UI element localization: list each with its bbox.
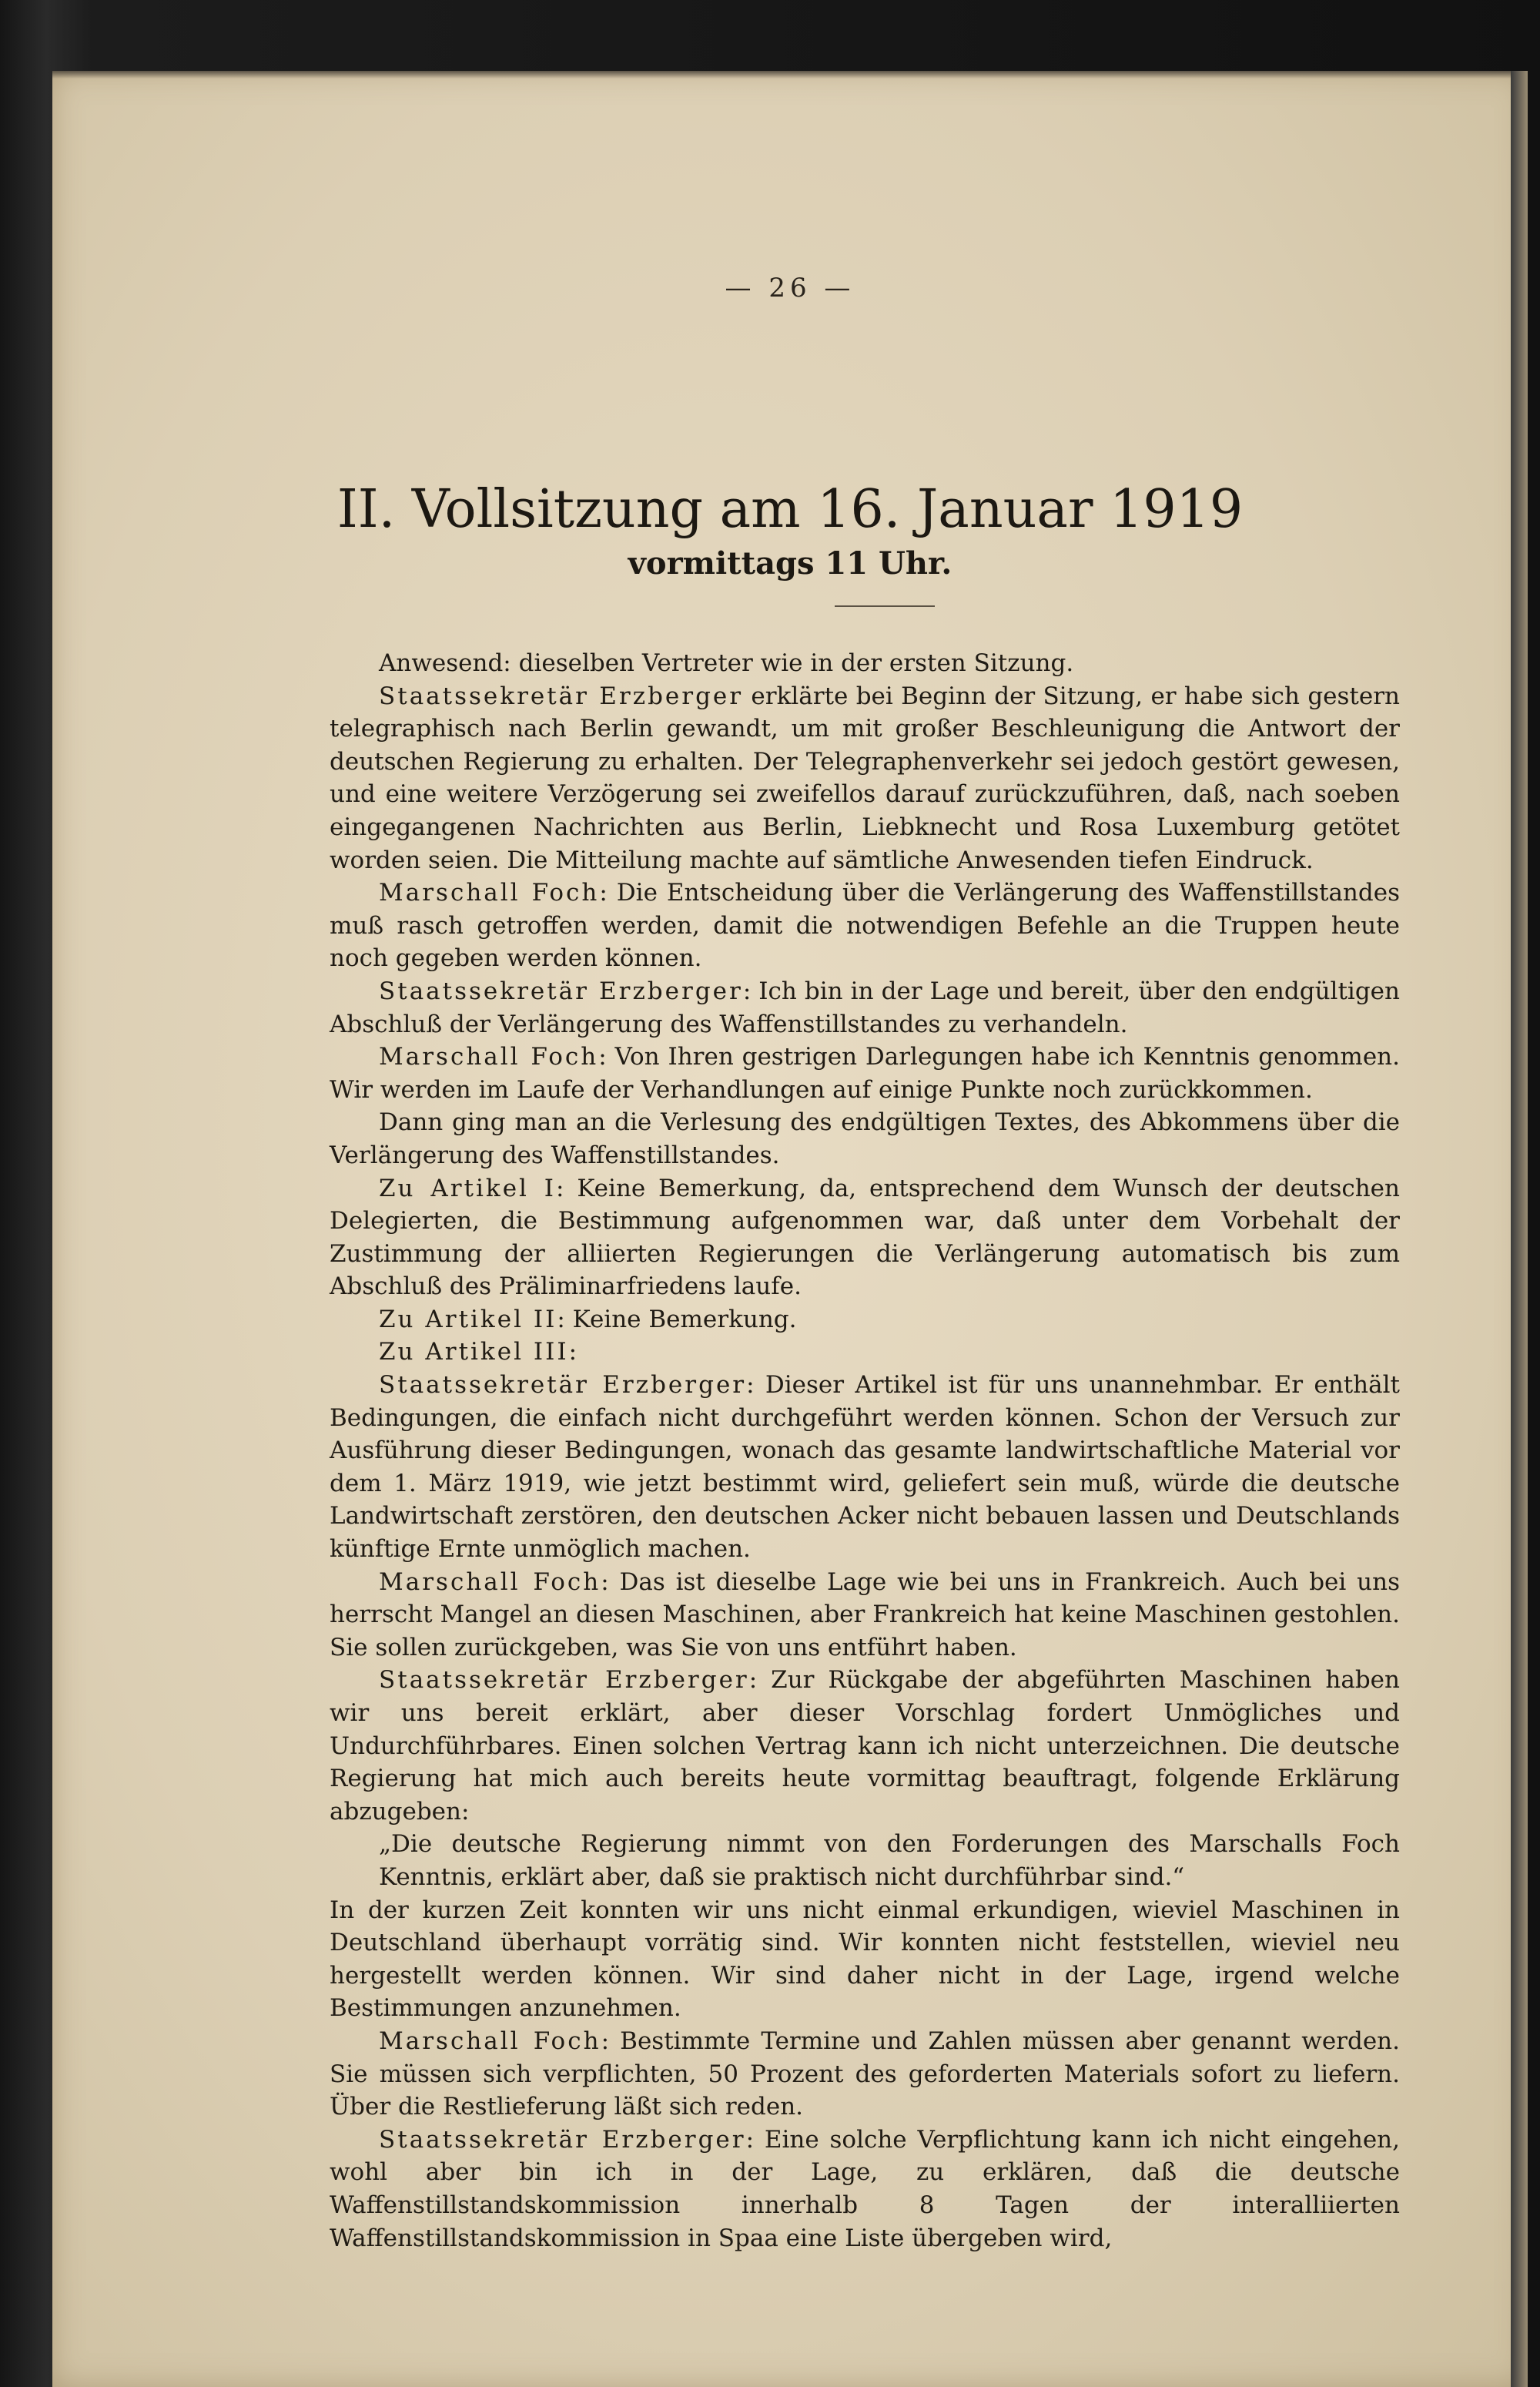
title-divider: [835, 605, 935, 607]
paragraph: Zu Artikel II: Keine Bemerkung.: [379, 1305, 797, 1333]
page-subtitle: vormittags 11 Uhr.: [628, 545, 952, 582]
speaker: Staatssekretär Erzberger: [379, 1371, 747, 1400]
page-top-border: [52, 71, 1528, 79]
paragraph: Marschall Foch: Das ist dieselbe Lage wie bei uns in Frankreich. Auch bei uns herrscht Mangel an diesen Maschinen, aber Frankreich hat keine Maschinen gestohlen. Sie sollen zurückgeben, was Sie von uns entführt haben.: [330, 1567, 1400, 1661]
paragraph: Zu Artikel I: Keine Bemerkung, da, entsprechend dem Wunsch der deutschen Delegierten, die Bestimmung aufgenommen war, daß unter dem Vorbehalt der Zustimmung der alliierten Regierungen die Verlängerung automatisch bis zum Abschluß des Präliminarfriedens laufe.: [330, 1174, 1400, 1301]
speaker: Staatssekretär Erzberger: [379, 682, 744, 710]
body-text: [330, 647, 1400, 2255]
speaker: Marschall Foch: [379, 1567, 601, 1596]
speaker: Marschall Foch: [379, 2027, 601, 2055]
paragraph: Staatssekretär Erzberger: Dieser Artikel ist für uns unannehmbar. Er enthält Bedingungen, die einfach nicht durchgeführt werden können. Schon der Versuch zur Ausführung dieser Bedingungen, wonach das gesamte landwirtschaftliche Material vor dem 1. März 1919, wie jetzt bestimmt wird, geliefert sein muß, würde die deutsche Landwirtschaft zerstören, den deutschen Acker nicht bebauen lassen und Deutschlands künftige Ernte unmöglich machen.: [330, 1371, 1400, 1564]
document-page: [52, 71, 1528, 2387]
paragraph: In der kurzen Zeit konnten wir uns nicht einmal erkundigen, wieviel Maschinen in Deutschland überhaupt vorrätig sind. Wir konnten nicht feststellen, wieviel neu hergestellt werden können. Wir sind daher nicht in der Lage, irgend welche Bestimmungen anzunehmen.: [330, 1896, 1400, 2023]
paragraph: Anwesend: dieselben Vertreter wie in der ersten Sitzung.: [379, 649, 1074, 677]
paragraph: Staatssekretär Erzberger erklärte bei Beginn der Sitzung, er habe sich gestern telegraphisch nach Berlin gewandt, um mit großer Beschleunigung die Antwort der deutschen Regierung zu erhalten. Der Telegraphenverkehr sei jedoch gestört gewesen, und eine weitere Verzögerung sei zweifellos darauf zurückzuführen, daß, nach soeben eingegangenen Nachrichten aus Berlin, Liebknecht und Rosa Luxemburg getötet worden seien. Die Mitteilung machte auf sämtliche Anwesenden tiefen Eindruck.: [330, 682, 1401, 874]
page-number: — 26 —: [725, 273, 855, 303]
paragraph: Staatssekretär Erzberger: Zur Rückgabe der abgeführten Maschinen haben wir uns bereit erklärt, aber dieser Vorschlag fordert Unmögliches und Undurchführbares. Einen solchen Vertrag kann ich nicht unterzeichnen. Die deutsche Regierung hat mich auch bereits heute vormittag beauftragt, folgende Erklärung abzugeben:: [330, 1666, 1400, 1825]
article-label: Zu Artikel II: [379, 1305, 557, 1333]
paragraph: Staatssekretär Erzberger: Eine solche Verpflichtung kann ich nicht eingehen, wohl aber bin ich in der Lage, zu erklären, daß die deutsche Waffenstillstandskommission innerhalb 8 Tagen der interalliierten Waffenstillstandskommission in Spaa eine Liste übergeben wird,: [330, 2125, 1400, 2252]
article-label: Zu Artikel I: [379, 1174, 557, 1202]
speaker: Marschall Foch: [379, 1043, 599, 1071]
article-label: Zu Artikel III: [379, 1338, 569, 1366]
paragraph: Dann ging man an die Verlesung des endgültigen Textes, des Abkommens über die Verlängerung des Waffenstillstandes.: [330, 1108, 1400, 1169]
speaker: Staatssekretär Erzberger: [379, 1666, 749, 1695]
page-binding-edge: [1511, 71, 1528, 2387]
paragraph: Marschall Foch: Bestimmte Termine und Zahlen müssen aber genannt werden. Sie müssen sich verpflichten, 50 Prozent des geforderten Materials sofort zu liefern. Über die Restlieferung läßt sich reden.: [330, 2027, 1400, 2121]
speaker: Staatssekretär Erzberger: [379, 2125, 746, 2154]
quoted-declaration: „Die deutsche Regierung nimmt von den Forderungen des Marschalls Foch Kenntnis, erklärt aber, daß sie praktisch nicht durchführbar sind.“: [379, 1830, 1400, 1891]
paragraph: Zu Artikel III:: [379, 1338, 578, 1366]
speaker: Staatssekretär Erzberger: [379, 977, 743, 1005]
paragraph: Marschall Foch: Die Entscheidung über die Verlängerung des Waffenstillstandes muß rasch getroffen werden, damit die notwendigen Befehle an die Truppen heute noch gegeben werden können.: [330, 879, 1400, 973]
paragraph: Marschall Foch: Von Ihren gestrigen Darlegungen habe ich Kenntnis genommen. Wir werden im Laufe der Verhandlungen auf einige Punkte noch zurückkommen.: [330, 1043, 1400, 1104]
speaker: Marschall Foch: [379, 879, 600, 907]
paragraph: Staatssekretär Erzberger: Ich bin in der Lage und bereit, über den endgültigen Abschluß der Verlängerung des Waffenstillstandes zu verhandeln.: [330, 977, 1400, 1038]
page-title: II. Vollsitzung am 16. Januar 1919: [336, 479, 1244, 540]
